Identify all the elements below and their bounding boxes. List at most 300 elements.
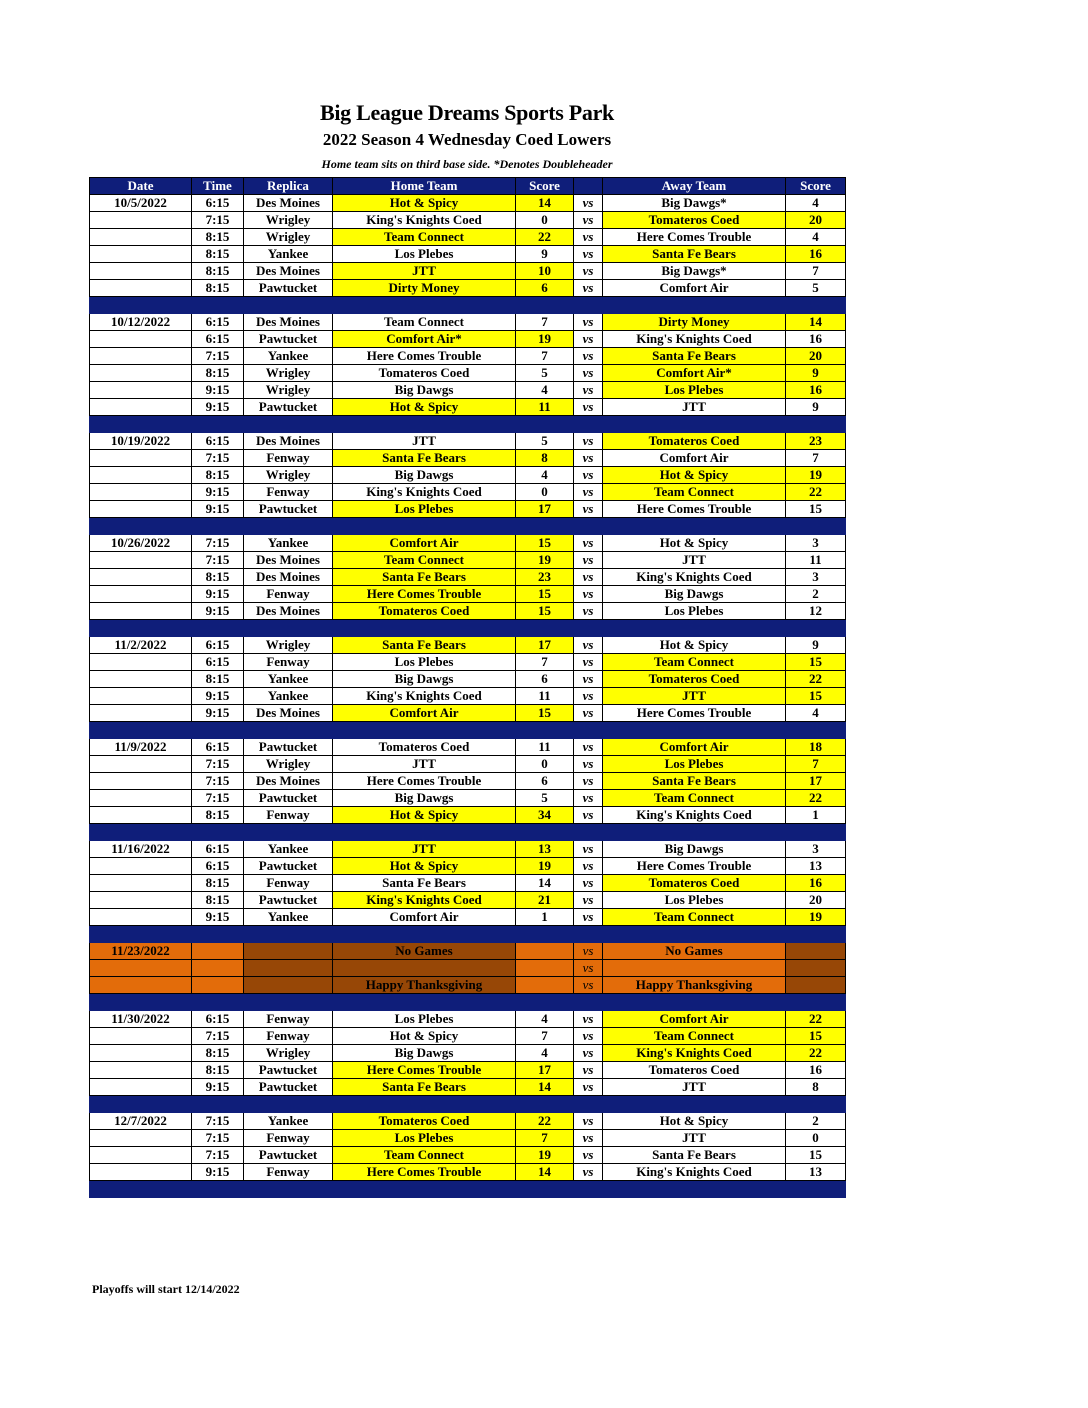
away-team-cell: King's Knights Coed [603, 807, 786, 824]
time-cell: 7:15 [192, 1147, 244, 1164]
vs-cell: vs [574, 1079, 603, 1096]
away-team-cell: Here Comes Trouble [603, 705, 786, 722]
away-team-cell: Big Dawgs* [603, 195, 786, 212]
separator-cell [333, 994, 516, 1011]
separator-cell [574, 926, 603, 943]
game-row [90, 399, 846, 416]
separator-cell [574, 1096, 603, 1113]
vs-cell: vs [574, 280, 603, 297]
date-cell [90, 467, 192, 484]
date-cell [90, 399, 192, 416]
home-score-cell: 6 [516, 671, 574, 688]
vs-cell: vs [574, 246, 603, 263]
home-team-cell: Santa Fe Bears [333, 569, 516, 586]
vs-cell: vs [574, 1028, 603, 1045]
date-cell [90, 552, 192, 569]
vs-cell: vs [574, 654, 603, 671]
replica-cell: Wrigley [244, 756, 333, 773]
home-team-cell: Los Plebes [333, 654, 516, 671]
game-row [90, 739, 846, 756]
away-team-cell: Team Connect [603, 654, 786, 671]
time-cell: 8:15 [192, 569, 244, 586]
time-cell: 8:15 [192, 229, 244, 246]
separator-cell [574, 518, 603, 535]
away-score-cell: 0 [786, 1130, 846, 1147]
away-team-cell: Tomateros Coed [603, 212, 786, 229]
vs-cell: vs [574, 960, 603, 977]
date-cell [90, 671, 192, 688]
home-team-cell: Happy Thanksgiving [333, 977, 516, 994]
away-score-cell: 23 [786, 433, 846, 450]
separator-cell [333, 416, 516, 433]
game-row [90, 569, 846, 586]
away-score-cell: 18 [786, 739, 846, 756]
away-team-cell: Comfort Air [603, 1011, 786, 1028]
game-row [90, 807, 846, 824]
away-team-cell: Tomateros Coed [603, 1062, 786, 1079]
home-score-cell: 7 [516, 654, 574, 671]
away-team-cell: Los Plebes [603, 382, 786, 399]
game-row [90, 501, 846, 518]
time-cell: 8:15 [192, 280, 244, 297]
home-score-cell: 7 [516, 348, 574, 365]
home-team-cell: Los Plebes [333, 1130, 516, 1147]
separator-cell [516, 722, 574, 739]
away-team-cell: Santa Fe Bears [603, 773, 786, 790]
separator-cell [192, 297, 244, 314]
away-score-cell: 17 [786, 773, 846, 790]
separator-cell [90, 518, 192, 535]
time-cell: 9:15 [192, 382, 244, 399]
time-cell: 9:15 [192, 603, 244, 620]
header-date: Date [90, 178, 192, 195]
header-home-score: Score [516, 178, 574, 195]
away-team-cell: Los Plebes [603, 756, 786, 773]
home-score-cell: 4 [516, 1011, 574, 1028]
replica-cell: Yankee [244, 535, 333, 552]
home-score-cell: 4 [516, 382, 574, 399]
home-team-cell: Here Comes Trouble [333, 1062, 516, 1079]
away-score-cell: 22 [786, 484, 846, 501]
away-score-cell: 2 [786, 1113, 846, 1130]
time-cell [192, 960, 244, 977]
away-score-cell [786, 977, 846, 994]
time-cell: 8:15 [192, 1062, 244, 1079]
replica-cell [244, 977, 333, 994]
vs-cell: vs [574, 807, 603, 824]
date-cell [90, 654, 192, 671]
home-team-cell: King's Knights Coed [333, 484, 516, 501]
home-team-cell: Tomateros Coed [333, 603, 516, 620]
game-row [90, 705, 846, 722]
time-cell: 8:15 [192, 246, 244, 263]
time-cell: 8:15 [192, 1045, 244, 1062]
separator-cell [192, 926, 244, 943]
separator-cell [244, 297, 333, 314]
separator-cell [574, 1181, 603, 1198]
replica-cell: Des Moines [244, 603, 333, 620]
game-row [90, 1062, 846, 1079]
away-team-cell: Team Connect [603, 909, 786, 926]
replica-cell: Des Moines [244, 195, 333, 212]
home-score-cell: 17 [516, 501, 574, 518]
separator-cell [90, 722, 192, 739]
vs-cell: vs [574, 909, 603, 926]
game-row [90, 637, 846, 654]
separator-cell [603, 416, 786, 433]
time-cell: 7:15 [192, 756, 244, 773]
away-team-cell: Team Connect [603, 1028, 786, 1045]
separator-cell [244, 994, 333, 1011]
time-cell: 9:15 [192, 688, 244, 705]
replica-cell: Pawtucket [244, 739, 333, 756]
replica-cell: Pawtucket [244, 280, 333, 297]
home-score-cell: 1 [516, 909, 574, 926]
week-separator [90, 722, 846, 739]
away-score-cell: 7 [786, 263, 846, 280]
vs-cell: vs [574, 365, 603, 382]
separator-cell [333, 1096, 516, 1113]
home-team-cell: Santa Fe Bears [333, 875, 516, 892]
date-cell [90, 807, 192, 824]
time-cell [192, 943, 244, 960]
time-cell: 7:15 [192, 773, 244, 790]
away-score-cell: 9 [786, 365, 846, 382]
away-team-cell: Los Plebes [603, 892, 786, 909]
separator-cell [192, 416, 244, 433]
home-team-cell: Hot & Spicy [333, 1028, 516, 1045]
vs-cell: vs [574, 195, 603, 212]
away-team-cell: Team Connect [603, 484, 786, 501]
replica-cell: Fenway [244, 450, 333, 467]
vs-cell: vs [574, 1130, 603, 1147]
time-cell: 8:15 [192, 263, 244, 280]
home-team-cell: Dirty Money [333, 280, 516, 297]
home-score-cell: 15 [516, 535, 574, 552]
game-row [90, 688, 846, 705]
replica-cell: Wrigley [244, 365, 333, 382]
separator-cell [603, 1181, 786, 1198]
home-score-cell: 11 [516, 688, 574, 705]
home-team-cell: Big Dawgs [333, 382, 516, 399]
away-score-cell: 11 [786, 552, 846, 569]
away-score-cell: 4 [786, 229, 846, 246]
date-cell [90, 501, 192, 518]
time-cell: 7:15 [192, 535, 244, 552]
away-score-cell: 4 [786, 195, 846, 212]
game-row [90, 892, 846, 909]
separator-cell [90, 926, 192, 943]
replica-cell: Wrigley [244, 637, 333, 654]
game-row [90, 909, 846, 926]
home-team-cell: Hot & Spicy [333, 858, 516, 875]
away-team-cell: Comfort Air [603, 450, 786, 467]
separator-cell [244, 1181, 333, 1198]
home-score-cell: 7 [516, 314, 574, 331]
home-score-cell: 34 [516, 807, 574, 824]
time-cell: 7:15 [192, 212, 244, 229]
away-score-cell: 22 [786, 1011, 846, 1028]
away-team-cell: Tomateros Coed [603, 875, 786, 892]
replica-cell: Pawtucket [244, 790, 333, 807]
home-score-cell: 15 [516, 603, 574, 620]
time-cell: 9:15 [192, 909, 244, 926]
game-row [90, 535, 846, 552]
home-team-cell: No Games [333, 943, 516, 960]
home-score-cell [516, 977, 574, 994]
time-cell: 9:15 [192, 484, 244, 501]
vs-cell: vs [574, 841, 603, 858]
week-separator [90, 518, 846, 535]
header-row [90, 178, 846, 195]
replica-cell: Wrigley [244, 467, 333, 484]
separator-cell [603, 722, 786, 739]
date-cell [90, 688, 192, 705]
replica-cell [244, 960, 333, 977]
week-separator [90, 994, 846, 1011]
away-team-cell: No Games [603, 943, 786, 960]
date-cell [90, 484, 192, 501]
header-vs [574, 178, 603, 195]
game-row [90, 603, 846, 620]
time-cell: 9:15 [192, 586, 244, 603]
replica-cell: Fenway [244, 484, 333, 501]
date-cell: 11/23/2022 [90, 943, 192, 960]
away-score-cell: 19 [786, 467, 846, 484]
separator-cell [192, 518, 244, 535]
away-score-cell: 16 [786, 1062, 846, 1079]
separator-cell [516, 518, 574, 535]
vs-cell: vs [574, 1011, 603, 1028]
date-cell [90, 1147, 192, 1164]
vs-cell: vs [574, 348, 603, 365]
vs-cell: vs [574, 501, 603, 518]
home-team-cell: Team Connect [333, 552, 516, 569]
game-row [90, 229, 846, 246]
home-team-cell: Los Plebes [333, 246, 516, 263]
away-score-cell: 13 [786, 1164, 846, 1181]
away-team-cell: Hot & Spicy [603, 1113, 786, 1130]
replica-cell: Pawtucket [244, 1062, 333, 1079]
separator-cell [192, 1181, 244, 1198]
time-cell: 8:15 [192, 892, 244, 909]
away-team-cell: Big Dawgs [603, 586, 786, 603]
date-cell [90, 280, 192, 297]
game-row [90, 1130, 846, 1147]
home-team-cell: King's Knights Coed [333, 212, 516, 229]
vs-cell: vs [574, 569, 603, 586]
game-row [90, 467, 846, 484]
home-score-cell: 5 [516, 433, 574, 450]
date-cell [90, 892, 192, 909]
vs-cell: vs [574, 535, 603, 552]
replica-cell: Yankee [244, 348, 333, 365]
away-team-cell: Comfort Air [603, 739, 786, 756]
home-score-cell: 22 [516, 1113, 574, 1130]
away-score-cell: 20 [786, 892, 846, 909]
vs-cell: vs [574, 773, 603, 790]
home-score-cell: 13 [516, 841, 574, 858]
away-team-cell [603, 960, 786, 977]
separator-cell [516, 297, 574, 314]
date-cell: 11/9/2022 [90, 739, 192, 756]
game-row [90, 773, 846, 790]
vs-cell: vs [574, 705, 603, 722]
home-team-cell: Santa Fe Bears [333, 450, 516, 467]
date-cell [90, 603, 192, 620]
separator-cell [786, 824, 846, 841]
separator-cell [244, 722, 333, 739]
date-cell [90, 1028, 192, 1045]
separator-cell [516, 1181, 574, 1198]
date-cell [90, 229, 192, 246]
schedule-body [90, 195, 846, 1198]
separator-cell [603, 926, 786, 943]
replica-cell: Wrigley [244, 382, 333, 399]
replica-cell: Des Moines [244, 263, 333, 280]
game-row [90, 246, 846, 263]
vs-cell: vs [574, 467, 603, 484]
separator-cell [574, 994, 603, 1011]
header-away-score: Score [786, 178, 846, 195]
away-score-cell: 14 [786, 314, 846, 331]
vs-cell: vs [574, 552, 603, 569]
replica-cell: Yankee [244, 841, 333, 858]
away-score-cell: 15 [786, 1147, 846, 1164]
vs-cell: vs [574, 603, 603, 620]
away-score-cell: 3 [786, 569, 846, 586]
home-team-cell: Hot & Spicy [333, 399, 516, 416]
away-team-cell: Here Comes Trouble [603, 229, 786, 246]
separator-cell [574, 416, 603, 433]
time-cell: 6:15 [192, 314, 244, 331]
away-score-cell: 20 [786, 348, 846, 365]
time-cell: 8:15 [192, 467, 244, 484]
away-team-cell: Hot & Spicy [603, 467, 786, 484]
separator-cell [90, 297, 192, 314]
date-cell [90, 1062, 192, 1079]
away-score-cell: 12 [786, 603, 846, 620]
home-team-cell: JTT [333, 841, 516, 858]
vs-cell: vs [574, 892, 603, 909]
separator-cell [192, 620, 244, 637]
replica-cell: Yankee [244, 688, 333, 705]
away-team-cell: King's Knights Coed [603, 569, 786, 586]
date-cell [90, 960, 192, 977]
separator-cell [244, 1096, 333, 1113]
time-cell: 7:15 [192, 790, 244, 807]
away-team-cell: Team Connect [603, 790, 786, 807]
time-cell: 6:15 [192, 1011, 244, 1028]
home-score-cell: 19 [516, 552, 574, 569]
away-score-cell: 3 [786, 841, 846, 858]
separator-cell [244, 620, 333, 637]
game-row [90, 841, 846, 858]
home-score-cell: 7 [516, 1028, 574, 1045]
time-cell: 7:15 [192, 1130, 244, 1147]
time-cell: 8:15 [192, 807, 244, 824]
away-score-cell: 4 [786, 705, 846, 722]
home-team-cell: Hot & Spicy [333, 807, 516, 824]
away-team-cell: Hot & Spicy [603, 535, 786, 552]
game-row [90, 671, 846, 688]
game-row [90, 552, 846, 569]
home-score-cell: 6 [516, 280, 574, 297]
replica-cell: Fenway [244, 654, 333, 671]
vs-cell: vs [574, 229, 603, 246]
replica-cell: Fenway [244, 807, 333, 824]
page-title: Big League Dreams Sports Park [320, 100, 614, 125]
date-cell [90, 1130, 192, 1147]
week-separator [90, 297, 846, 314]
date-cell: 10/26/2022 [90, 535, 192, 552]
vs-cell: vs [574, 382, 603, 399]
away-score-cell: 16 [786, 875, 846, 892]
replica-cell: Fenway [244, 1130, 333, 1147]
separator-cell [786, 722, 846, 739]
time-cell: 6:15 [192, 858, 244, 875]
home-score-cell: 19 [516, 858, 574, 875]
away-score-cell: 16 [786, 382, 846, 399]
holiday-row [90, 960, 846, 977]
separator-cell [574, 297, 603, 314]
home-team-cell: Comfort Air [333, 909, 516, 926]
vs-cell: vs [574, 433, 603, 450]
replica-cell: Pawtucket [244, 331, 333, 348]
date-cell [90, 212, 192, 229]
away-score-cell: 22 [786, 1045, 846, 1062]
home-team-cell: Comfort Air* [333, 331, 516, 348]
game-row [90, 1045, 846, 1062]
replica-cell: Pawtucket [244, 1147, 333, 1164]
replica-cell: Des Moines [244, 773, 333, 790]
vs-cell: vs [574, 875, 603, 892]
home-score-cell: 4 [516, 467, 574, 484]
home-team-cell: Comfort Air [333, 535, 516, 552]
game-row [90, 331, 846, 348]
vs-cell: vs [574, 484, 603, 501]
separator-cell [516, 994, 574, 1011]
date-cell [90, 1164, 192, 1181]
game-row [90, 263, 846, 280]
vs-cell: vs [574, 263, 603, 280]
separator-cell [244, 824, 333, 841]
vs-cell: vs [574, 212, 603, 229]
game-row [90, 875, 846, 892]
home-team-cell: JTT [333, 263, 516, 280]
separator-cell [244, 416, 333, 433]
schedule-note: Home team sits on third base side. *Denotes Doubleheader [321, 157, 613, 171]
replica-cell: Wrigley [244, 1045, 333, 1062]
separator-cell [244, 926, 333, 943]
time-cell: 8:15 [192, 365, 244, 382]
time-cell: 7:15 [192, 348, 244, 365]
game-row [90, 1011, 846, 1028]
home-score-cell: 11 [516, 739, 574, 756]
week-separator [90, 416, 846, 433]
home-score-cell: 15 [516, 586, 574, 603]
away-team-cell: Here Comes Trouble [603, 858, 786, 875]
away-team-cell: Santa Fe Bears [603, 1147, 786, 1164]
page-subtitle: 2022 Season 4 Wednesday Coed Lowers [322, 130, 612, 149]
week-separator [90, 1096, 846, 1113]
away-score-cell: 16 [786, 331, 846, 348]
away-score-cell: 9 [786, 399, 846, 416]
game-row [90, 484, 846, 501]
home-team-cell: Big Dawgs [333, 467, 516, 484]
time-cell: 6:15 [192, 637, 244, 654]
home-team-cell: King's Knights Coed [333, 688, 516, 705]
